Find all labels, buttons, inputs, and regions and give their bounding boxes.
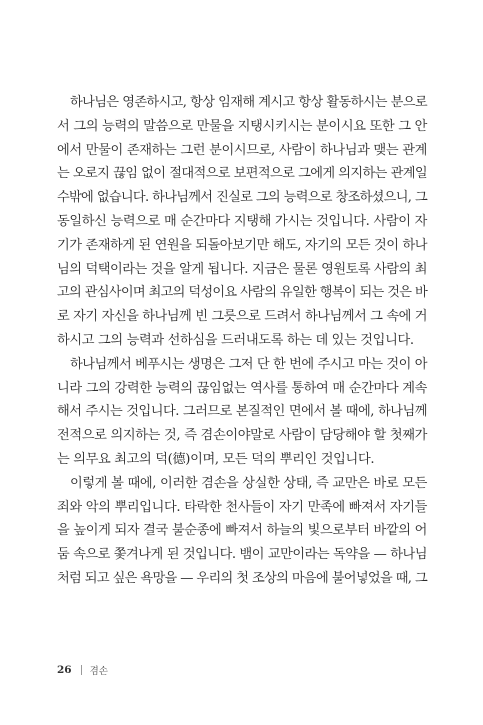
text-line: 전적으로 의지하는 것, 즉 겸손이야말로 사람이 담당해야 할 첫째가 bbox=[57, 428, 427, 444]
text-line: 해서 주시는 것입니다. 그러므로 본질적인 면에서 볼 때에, 하나님께 bbox=[57, 404, 427, 420]
text-line: 님의 덕택이라는 것을 알게 됩니다. 지금은 물론 영원토록 사람의 최 bbox=[57, 261, 427, 277]
text-line: 하나님께서 베푸시는 생명은 그저 단 한 번에 주시고 마는 것이 아 bbox=[70, 356, 427, 372]
text-line: 서 그의 능력의 말씀으로 만물을 지탱시키시는 분이시요 또한 그 안 bbox=[57, 118, 427, 134]
text-line: 을 높이게 되자 결국 불순종에 빠져서 하늘의 빛으로부터 바깥의 어 bbox=[57, 523, 427, 539]
text-line: 둠 속으로 쫓겨나게 된 것입니다. 뱀이 교만이라는 독약을 — 하나님 bbox=[57, 547, 427, 563]
text-line: 이렇게 볼 때에, 이러한 겸손을 상실한 상태, 즉 교만은 바로 모든 bbox=[70, 475, 427, 491]
text-line: 니라 그의 강력한 능력의 끊임없는 역사를 통하여 매 순간마다 계속 bbox=[57, 380, 427, 396]
page-footer bbox=[57, 663, 108, 677]
paragraph-1 bbox=[57, 91, 427, 353]
paragraph-3 bbox=[57, 472, 427, 591]
text-line: 로 자기 자신을 하나님께 빈 그릇으로 드려서 하나님께서 그 속에 거 bbox=[57, 309, 427, 325]
text-line: 하나님은 영존하시고, 항상 임재해 계시고 항상 활동하시는 분으로 bbox=[70, 95, 427, 110]
text-line: 죄와 악의 뿌리입니다. 타락한 천사들이 자기 만족에 빠져서 자기들 bbox=[57, 499, 427, 515]
text-line: 동일하신 능력으로 매 순간마다 지탱해 가시는 것입니다. 사람이 자 bbox=[57, 213, 427, 229]
running-chapter-title: 겸손 bbox=[89, 666, 108, 677]
body-text bbox=[57, 91, 427, 591]
text-line: 기가 존재하게 된 연원을 되돌아보기만 해도, 자기의 모든 것이 하나 bbox=[57, 237, 427, 253]
text-line: 는 오로지 끊임 없이 절대적으로 보편적으로 그에게 의지하는 관계일 bbox=[57, 166, 427, 182]
text-line: 수밖에 없습니다. 하나님께서 진실로 그의 능력으로 창조하셨으니, 그 bbox=[57, 190, 427, 206]
footer-divider bbox=[81, 665, 82, 675]
text-line: 에서 만물이 존재하는 그런 분이시므로, 사람이 하나님과 맺는 관계 bbox=[57, 142, 427, 158]
text-line: 고의 관심사이며 최고의 덕성이요 사람의 유일한 행복이 되는 것은 바 bbox=[57, 285, 427, 301]
text-line: 하시고 그의 능력과 선하심을 드러내도록 하는 데 있는 것입니다. bbox=[57, 332, 414, 348]
paragraph-2 bbox=[57, 353, 427, 472]
text-line: 처럼 되고 싶은 욕망을 — 우리의 첫 조상의 마음에 불어넣었을 때, 그 bbox=[57, 570, 427, 586]
page-number: 26 bbox=[57, 664, 72, 676]
text-line: 는 의무요 최고의 덕(德)이며, 모든 덕의 뿌리인 것입니다. bbox=[57, 451, 375, 467]
